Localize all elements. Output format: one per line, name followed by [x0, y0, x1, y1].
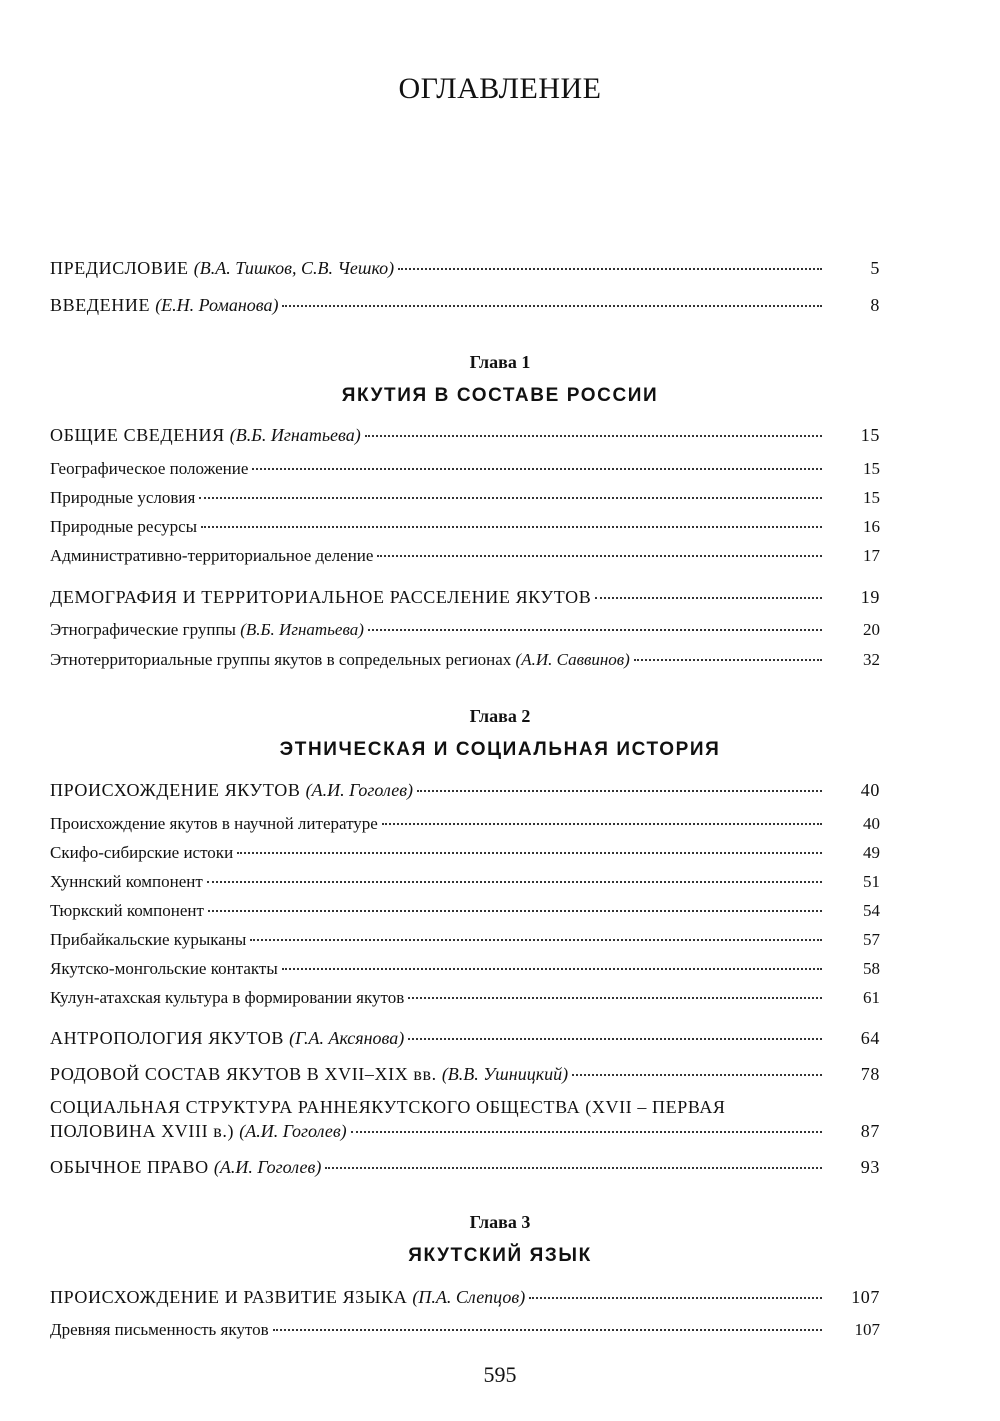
entry-page-number: 20 — [863, 620, 880, 639]
entry-author: (Е.Н. Романова) — [155, 295, 279, 315]
entry-page-number: 32 — [863, 650, 880, 669]
page-number: 595 — [483, 1362, 517, 1387]
dot-leader — [595, 597, 822, 599]
entry-title: Хуннский компонент — [50, 872, 203, 891]
entry-title: ОБЩИЕ СВЕДЕНИЯ — [50, 425, 225, 445]
entry-title: Происхождение якутов в научной литературе — [50, 814, 378, 833]
entry-page-number: 54 — [863, 901, 880, 920]
entry-page-number: 78 — [860, 1064, 880, 1084]
entry-page-number: 16 — [863, 517, 880, 536]
entry-page-number: 57 — [863, 930, 880, 949]
entry-author: (В.А. Тишков, С.В. Чешко) — [193, 258, 395, 278]
chapter-number: Глава 2 — [469, 706, 531, 726]
dot-leader — [351, 1131, 822, 1133]
dot-leader — [282, 305, 822, 307]
dot-leader — [252, 468, 822, 470]
dot-leader — [408, 1038, 822, 1040]
entry-page-number: 61 — [863, 988, 880, 1007]
toc-entry — [50, 872, 880, 892]
dot-leader — [572, 1074, 822, 1076]
toc-entry-introduction — [50, 295, 880, 317]
dot-leader — [282, 968, 822, 970]
entry-title: ПРОИСХОЖДЕНИЕ И РАЗВИТИЕ ЯЗЫКА — [50, 1287, 408, 1307]
entry-title: ПРОИСХОЖДЕНИЕ ЯКУТОВ — [50, 780, 301, 800]
entry-author: (А.И. Саввинов) — [515, 650, 630, 669]
entry-page-number: 15 — [863, 488, 880, 507]
entry-title: Кулун-атахская культура в формировании якутов — [50, 988, 405, 1007]
entry-title: Административно-территориальное деление — [50, 546, 374, 565]
entry-title: РОДОВОЙ СОСТАВ ЯКУТОВ В XVII–XIX вв. — [50, 1064, 437, 1084]
toc-entry — [50, 587, 880, 609]
entry-author: (В.В. Ушницкий) — [441, 1064, 569, 1084]
toc-entry — [50, 425, 880, 447]
dot-leader — [382, 823, 822, 825]
entry-page-number: 40 — [860, 780, 880, 800]
toc-entry — [50, 901, 880, 921]
dot-leader — [368, 629, 822, 631]
toc-entry — [50, 1064, 880, 1086]
dot-leader — [201, 526, 822, 528]
entry-page-number: 87 — [860, 1120, 880, 1141]
entry-title-line1: СОЦИАЛЬНАЯ СТРУКТУРА РАННЕЯКУТСКОГО ОБЩЕСТВА (XVII – ПЕРВАЯ — [50, 1097, 726, 1117]
entry-title: Якутско-монгольские контакты — [50, 959, 278, 978]
chapter-title: ЯКУТСКИЙ ЯЗЫК — [408, 1245, 592, 1266]
entry-page-number: 64 — [860, 1028, 880, 1048]
entry-title: ВВЕДЕНИЕ — [50, 295, 151, 315]
dot-leader — [207, 881, 822, 883]
dot-leader — [273, 1329, 822, 1331]
toc-entry — [50, 546, 880, 566]
toc-entry — [50, 1320, 880, 1340]
dot-leader — [417, 790, 822, 792]
entry-page-number: 93 — [860, 1157, 880, 1177]
dot-leader — [377, 555, 822, 557]
toc-entry — [50, 988, 880, 1008]
toc-entry — [50, 814, 880, 834]
dot-leader — [208, 910, 822, 912]
entry-title: Прибайкальские курыканы — [50, 930, 247, 949]
entry-title: ДЕМОГРАФИЯ И ТЕРРИТОРИАЛЬНОЕ РАССЕЛЕНИЕ ЯКУТОВ — [50, 587, 592, 607]
page-title: ОГЛАВЛЕНИЕ — [398, 72, 602, 105]
entry-title-line2: ПОЛОВИНА XVIII в.) — [50, 1120, 235, 1141]
entry-title: Этнографические группы — [50, 620, 236, 639]
entry-title: Этнотерриториальные группы якутов в сопредельных регионах — [50, 650, 512, 669]
entry-title: Природные условия — [50, 488, 196, 507]
toc-entry — [50, 488, 880, 508]
toc-entry — [50, 780, 880, 802]
entry-page-number: 15 — [863, 459, 880, 478]
entry-title: Древняя письменность якутов — [50, 1320, 269, 1339]
entry-title: Географическое положение — [50, 459, 249, 478]
dot-leader — [250, 939, 822, 941]
dot-leader — [199, 497, 822, 499]
entry-page-number: 40 — [863, 814, 880, 833]
toc-entry — [50, 620, 880, 640]
entry-page-number: 5 — [870, 258, 880, 278]
toc-entry — [50, 959, 880, 979]
entry-author: (П.А. Слепцов) — [412, 1287, 526, 1307]
toc-entry — [50, 930, 880, 950]
entry-title: Природные ресурсы — [50, 517, 198, 536]
entry-page-number: 15 — [860, 425, 880, 445]
toc-entry-preface — [50, 258, 880, 280]
chapter-number: Глава 3 — [469, 1212, 531, 1232]
dot-leader — [408, 997, 822, 999]
toc-entry — [50, 517, 880, 537]
entry-page-number: 17 — [863, 546, 880, 565]
dot-leader — [398, 268, 822, 270]
dot-leader — [365, 435, 822, 437]
entry-page-number: 49 — [863, 843, 880, 862]
toc-entry — [50, 1028, 880, 1050]
dot-leader — [325, 1167, 822, 1169]
chapter-title: ЯКУТИЯ В СОСТАВЕ РОССИИ — [341, 385, 659, 406]
entry-author: (Г.А. Аксянова) — [289, 1028, 405, 1048]
entry-page-number: 8 — [870, 295, 880, 315]
toc-entry — [50, 1287, 880, 1309]
dot-leader — [529, 1297, 822, 1299]
entry-author: (А.И. Гоголев) — [239, 1120, 347, 1141]
entry-page-number: 19 — [860, 587, 880, 607]
toc-entry — [50, 650, 880, 670]
entry-title: Скифо-сибирские истоки — [50, 843, 234, 862]
entry-title: ОБЫЧНОЕ ПРАВО — [50, 1157, 209, 1177]
entry-page-number: 107 — [851, 1287, 880, 1307]
toc-entry — [50, 843, 880, 863]
chapter-title: ЭТНИЧЕСКАЯ И СОЦИАЛЬНАЯ ИСТОРИЯ — [279, 739, 721, 760]
toc-entry — [50, 1097, 880, 1142]
entry-title: ПРЕДИСЛОВИЕ — [50, 258, 189, 278]
entry-author: (А.И. Гоголев) — [213, 1157, 322, 1177]
entry-page-number: 51 — [863, 872, 880, 891]
toc-entry — [50, 459, 880, 479]
chapter-number: Глава 1 — [469, 352, 531, 372]
toc-entry — [50, 1157, 880, 1179]
entry-page-number: 107 — [854, 1320, 880, 1339]
dot-leader — [237, 852, 822, 854]
entry-author: (В.Б. Игнатьева) — [240, 620, 364, 639]
entry-title: АНТРОПОЛОГИЯ ЯКУТОВ — [50, 1028, 285, 1048]
entry-page-number: 58 — [863, 959, 880, 978]
entry-author: (В.Б. Игнатьева) — [229, 425, 361, 445]
entry-author: (А.И. Гоголев) — [305, 780, 414, 800]
dot-leader — [634, 659, 822, 661]
entry-title: Тюркский компонент — [50, 901, 204, 920]
